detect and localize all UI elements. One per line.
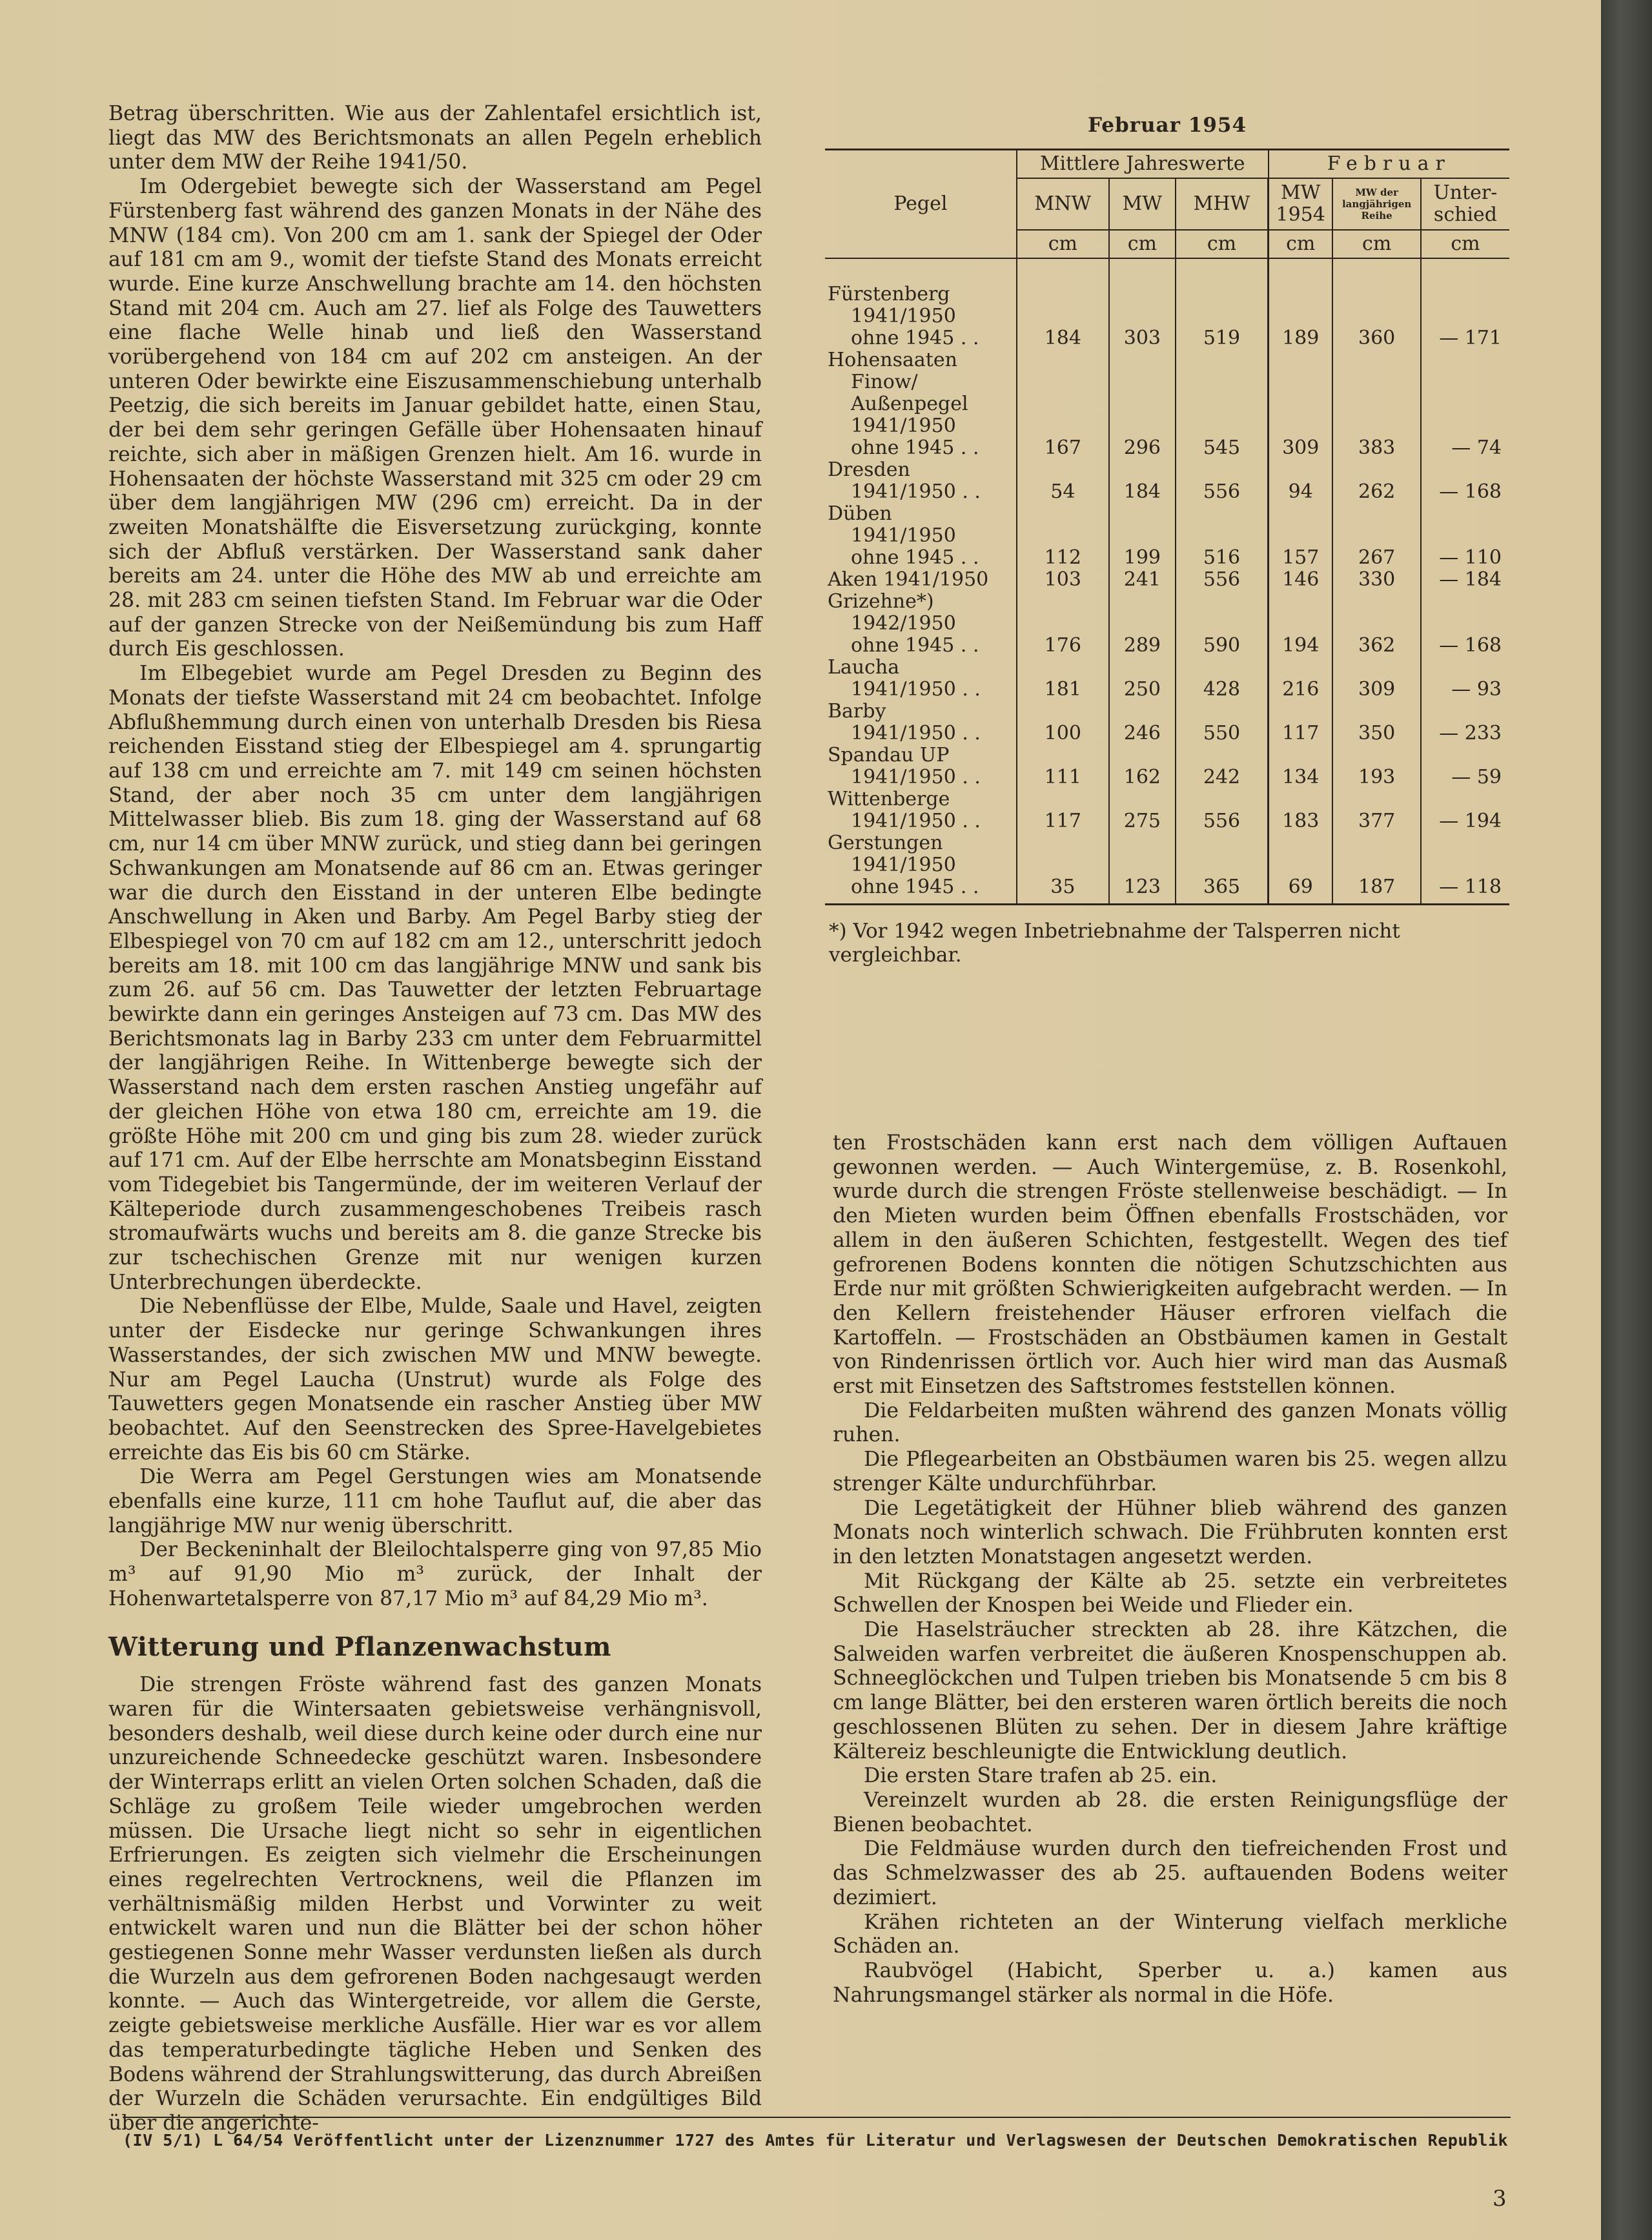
cell-mwreihe: 360 [1332,258,1421,349]
cell-mw: 162 [1109,745,1176,788]
cell-mw: 199 [1109,503,1176,569]
cell-mw1954: 309 [1269,349,1333,459]
cell-mwreihe: 350 [1332,701,1421,745]
cell-diff: — 59 [1421,745,1509,788]
pegel-name-line: 1941/1950 . . [851,722,981,745]
table-row [825,569,1509,591]
cell-pegel-name [825,657,1017,701]
unit-cell: cm [1332,230,1421,258]
cell-diff: — 184 [1421,569,1509,591]
cell-mhw: 556 [1176,569,1269,591]
pegel-name-line: ohne 1945 . . [851,876,979,898]
license-footer: (IV 5/1) L 64/54 Veröffentlicht unter der Lizenznummer 1727 des Amtes für Literatur und Verlagswesen der Deutschen Demokratischen Republik [123,2131,1509,2150]
pegel-name-line: Barby [828,700,886,723]
cell-mhw: 519 [1176,258,1269,349]
pegel-name-line: 1941/1950 [851,305,956,327]
cell-diff: — 74 [1421,349,1509,459]
cell-pegel-name [825,832,1017,905]
unit-cell: cm [1176,230,1269,258]
col-header-mw1954-line1: MW [1280,181,1321,204]
cell-mw: 250 [1109,657,1176,701]
table-row [825,701,1509,745]
paragraph-bienen: Vereinzelt wurden ab 28. die ersten Reinigungsflüge der Bienen beobachtet. [833,1788,1507,1836]
unit-cell: cm [1109,230,1176,258]
cell-diff: — 118 [1421,832,1509,905]
cell-mnw: 103 [1017,569,1109,591]
cell-diff: — 194 [1421,788,1509,832]
pegel-name-line: 1941/1950 . . [851,810,981,832]
cell-mwreihe: 330 [1332,569,1421,591]
table-row [825,349,1509,459]
paragraph-pflegearbeiten: Die Pflegearbeiten an Obstbäumen waren bis 25. wegen allzu strenger Kälte undurchführbar. [833,1448,1507,1495]
col-header-unterschied [1421,178,1509,230]
cell-mw1954: 69 [1269,832,1333,905]
pegel-name-line: ohne 1945 . . [851,546,979,569]
cell-mw1954: 146 [1269,569,1333,591]
table-row [825,591,1509,657]
pegel-name-line: ohne 1945 . . [851,327,979,349]
cell-mnw: 111 [1017,745,1109,788]
cell-pegel-name [825,349,1017,459]
cell-mwreihe: 383 [1332,349,1421,459]
cell-mw: 296 [1109,349,1176,459]
pegel-name-line: Dresden [828,458,910,481]
paragraph-frostschaeden: ten Frostschäden kann erst nach dem völligen Auftauen gewonnen werden. — Auch Wintergemüse, z. B. Rosenkohl, wurde durch die strengen Fröste stellenweise beschädigt. — In den Mieten wurden beim Öffnen ebenfalls Frostschäden, vor allem in den äußeren Schichten, festgestellt. Wegen des tief gefrorenen Bodens konnten die nötigen Schutzschichten aus Erde nur mit größten Schwierigkeiten aufgebracht werden. — In den Kellern freistehender Häuser erfroren vielfach die Kartoffeln. — Frostschäden an Obstbäumen kamen in Gestalt von Rindenrissen örtlich vor. Auch hier wird man das Ausmaß erst mit Einsetzen des Saftstromes feststellen können. [833,1131,1507,1399]
cell-mw: 303 [1109,258,1176,349]
cell-pegel-name [825,569,1017,591]
pegel-name-line: Wittenberge [828,788,950,810]
cell-diff: — 168 [1421,591,1509,657]
pegel-name-line: ohne 1945 . . [851,437,979,459]
cell-mhw: 516 [1176,503,1269,569]
cell-mnw: 117 [1017,788,1109,832]
paragraph-feldarbeiten: Die Feldarbeiten mußten während des ganzen Monats völlig ruhen. [833,1399,1507,1447]
cell-mnw: 100 [1017,701,1109,745]
pegel-name-line: Fürstenberg [828,283,950,305]
pegel-name-line: 1941/1950 . . [851,480,981,503]
paragraph-feldmaeuse: Die Feldmäuse wurden durch den tiefreichenden Frost und das Schmelzwasser des ab 25. auftauenden Bodens weiter dezimiert. [833,1837,1507,1909]
table-footnote: *) Vor 1942 wegen Inbetriebnahme der Talsperren nicht vergleichbar. [829,920,1400,967]
cell-mhw: 556 [1176,459,1269,503]
pegel-name-line: 1941/1950 [851,854,956,876]
paragraph-stare: Die ersten Stare trafen ab 25. ein. [864,1764,1218,1788]
cell-mwreihe: 193 [1332,745,1421,788]
table-row [825,745,1509,788]
book-binding [1601,0,1652,2240]
col-header-mw-reihe-line2: langjährigen [1341,198,1412,210]
unit-cell: cm [1421,230,1509,258]
col-header-mhw: MHW [1176,178,1269,230]
cell-mwreihe: 309 [1332,657,1421,701]
cell-mwreihe: 362 [1332,591,1421,657]
cell-diff: — 110 [1421,503,1509,569]
paragraph-raubvoegel: Raubvögel (Habicht, Sperber u. a.) kamen aus Nahrungsmangel stärker als normal in die Höfe. [833,1958,1507,2007]
cell-mhw: 428 [1176,657,1269,701]
table-body [825,258,1509,905]
cell-pegel-name [825,701,1017,745]
pegel-name-line: Grizehne*) [828,590,934,613]
cell-mnw: 54 [1017,459,1109,503]
col-header-mw1954-line2: 1954 [1276,203,1325,226]
cell-mw: 184 [1109,459,1176,503]
col-header-mnw: MNW [1017,178,1109,230]
left-column [108,102,762,2136]
pegel-name-line: 1941/1950 [851,524,956,547]
cell-pegel-name [825,258,1017,349]
col-group-februar: Februar [1269,150,1509,179]
right-column [833,1131,1507,2008]
col-header-mw-reihe-line1: MW der [1355,187,1398,198]
cell-mw1954: 216 [1269,657,1333,701]
cell-mw1954: 183 [1269,788,1333,832]
water-level-table [825,149,1509,905]
pegel-name-line: 1942/1950 [851,612,956,635]
pegel-name-line: Außenpegel [851,393,968,415]
cell-mw1954: 157 [1269,503,1333,569]
col-header-mw1954 [1269,178,1333,230]
cell-pegel-name [825,503,1017,569]
table-row [825,788,1509,832]
cell-diff: — 93 [1421,657,1509,701]
section-heading: Witterung und Pflanzenwachstum [108,1631,611,1662]
pegel-name-line: 1941/1950 . . [851,766,981,788]
cell-mw: 241 [1109,569,1176,591]
pegel-name-line: Hohensaaten [828,349,957,371]
col-header-mw-reihe-line3: Reihe [1361,210,1392,221]
col-header-unterschied-line1: Unter- [1433,181,1498,204]
unit-cell: cm [1269,230,1333,258]
pegel-name-line: Düben [828,502,892,525]
cell-mnw: 176 [1017,591,1109,657]
paragraph-nebenfluesse: Die Nebenflüsse der Elbe, Mulde, Saale und Havel, zeigten unter der Eisdecke nur geringe Schwankungen ihres Wasserstandes, der sich zwischen MW und MNW bewegte. Nur am Pegel Laucha (Unstrut) wurde als Folge des Tauwetters gegen Monatsende ein rascher Anstieg über MW beobachtet. Auf den Seenstrecken des Spree-Havelgebietes erreichte das Eis bis 60 cm Stärke. [108,1295,762,1464]
cell-mwreihe: 187 [1332,832,1421,905]
unit-cell: cm [1017,230,1109,258]
footer-rule [123,2117,1511,2118]
cell-mw1954: 134 [1269,745,1333,788]
paragraph-froeste: Die strengen Fröste während fast des ganzen Monats waren für die Wintersaaten gebietsweise verhängnisvoll, besonders deshalb, weil diese durch keine oder durch eine nur unzureichende Schneedecke geschützt waren. Insbesondere der Winterraps erlitt an vielen Orten solchen Schaden, daß die Schläge zu großem Teile wieder umgebrochen werden müssen. Die Ursache liegt nicht so sehr in eigentlichen Erfrierungen. Es zeigten sich vielmehr die Erscheinungen eines regelrechten Vertrocknens, weil die Pflanzen im verhältnismäßig milden Herbst und Vorwinter zu weit entwickelt waren und nun die Blätter bei der schon höher gestiegenen Sonne mehr Wasser verdunsten ließen als durch die Wurzeln aus dem gefrorenen Boden nachgesaugt werden konnte. — Auch das Wintergetreide, vor allem die Gerste, zeigte gebietsweise merkliche Ausfälle. Hier war es vor allem das temperaturbedingte tägliche Heben und Senken des Bodens während der Strahlungswitterung, das durch Abreißen der Wurzeln die Schäden verursachte. Ein endgültiges Bild über die angerichte- [108,1673,762,2135]
pegel-name-line: Laucha [828,656,900,679]
cell-mnw: 181 [1017,657,1109,701]
paragraph-knospen: Mit Rückgang der Kälte ab 25. setzte ein verbreitetes Schwellen der Knospen bei Weide und Flieder ein. [833,1569,1507,1618]
cell-pegel-name [825,788,1017,832]
table-row [825,657,1509,701]
cell-diff: — 168 [1421,459,1509,503]
paragraph-elbegebiet: Im Elbegebiet wurde am Pegel Dresden zu Beginn des Monats der tiefste Wasserstand mit 24 cm beobachtet. Infolge Abflußhemmung durch einen von unterhalb Dresden bis Riesa reichenden Eisstand stieg der Elbespiegel am 4. sprungartig auf 138 cm und erreichte am 7. mit 149 cm seinen höchsten Stand, der aber noch 35 cm unter dem langjährigen Mittelwasser blieb. Bis zum 18. ging der Wasserstand auf 68 cm, nur 14 cm über MNW zurück, und stieg dann bei geringen Schwankungen am Monatsende auf 86 cm an. Etwas geringer war die durch den Eisstand in der unteren Elbe bedingte Anschwellung in Aken und Barby. Am Pegel Barby stieg der Elbespiegel von 70 cm auf 182 cm am 12., unterschritt jedoch bereits am 18. mit 100 cm das langjährige MNW und sank bis zum 26. auf 56 cm. Das Tauwetter der letzten Februartage bewirkte dann ein geringes Ansteigen auf 73 cm. Das MW des Berichtsmonats lag in Barby 233 cm unter dem Februarmittel der langjährigen Reihe. In Wittenberge bewegte sich der Wasserstand nach dem ersten raschen Anstieg ungefähr auf der gleichen Höhe von etwa 180 cm, erreichte am 19. die größte Höhe mit 200 cm und ging bis zum 28. wieder zurück auf 171 cm. Auf der Elbe herrschte am Monatsbeginn Eisstand vom Tidegebiet bis Tangermünde, der im weiteren Verlauf der Kälteperiode durch zusammengeschobenes Treibeis rasch stromaufwärts wuchs und bereits am 8. die ganze Strecke bis zur tschechischen Grenze mit nur wenigen kurzen Unterbrechungen überdeckte. [108,662,762,1294]
cell-mnw: 167 [1017,349,1109,459]
paragraph-werra: Die Werra am Pegel Gerstungen wies am Monatsende ebenfalls eine kurze, 111 cm hohe Tauflut auf, die aber das langjährige MW nur wenig überschritt. [108,1465,762,1537]
paragraph-legetaetigkeit: Die Legetätigkeit der Hühner blieb während des ganzen Monats noch winterlich schwach. Die Frühbruten konnten erst in den letzten Monatstagen angesetzt werden. [833,1496,1507,1568]
paragraph-haselstraeucher: Die Haselsträucher streckten ab 28. ihre Kätzchen, die Salweiden warfen verbreitet die äußeren Knospenschuppen ab. Schneeglöckchen und Tulpen trieben bis Monatsende 5 cm bis 8 cm lange Blätter, bei den ersteren waren örtlich bereits die noch geschlossenen Blüten zu sehen. Der in diesem Jahre kräftige Kältereiz beschleunigte die Entwicklung deutlich. [833,1618,1507,1763]
cell-mw1954: 94 [1269,459,1333,503]
cell-mhw: 590 [1176,591,1269,657]
table-row [825,503,1509,569]
cell-mhw: 550 [1176,701,1269,745]
cell-pegel-name [825,745,1017,788]
cell-mwreihe: 377 [1332,788,1421,832]
pegel-name-line: Aken 1941/1950 [828,568,989,591]
col-header-pegel: Pegel [825,150,1017,259]
cell-diff: — 171 [1421,258,1509,349]
water-level-table-block [825,114,1509,967]
table-row [825,459,1509,503]
cell-mw: 275 [1109,788,1176,832]
cell-mnw: 35 [1017,832,1109,905]
cell-mwreihe: 267 [1332,503,1421,569]
paragraph-talsperren: Der Beckeninhalt der Bleilochtalsperre ging von 97,85 Mio m³ auf 91,90 Mio m³ zurück, der Inhalt der Hohenwartetalsperre von 87,17 Mio m³ auf 84,29 Mio m³. [108,1538,762,1610]
cell-pegel-name [825,591,1017,657]
col-header-mw: MW [1109,178,1176,230]
paragraph: Betrag überschritten. Wie aus der Zahlentafel ersichtlich ist, liegt das MW des Berichtsmonats an allen Pegeln erheblich unter dem MW der Reihe 1941/50. [108,102,762,174]
cell-mhw: 556 [1176,788,1269,832]
cell-mw1954: 117 [1269,701,1333,745]
pegel-name-line: 1941/1950 [851,415,956,437]
paragraph-odergebiet: Im Odergebiet bewegte sich der Wasserstand am Pegel Fürstenberg fast während des ganzen Monats in der Nähe des MNW (184 cm). Von 200 cm am 1. sank der Spiegel der Oder auf 181 cm am 9., womit der tiefste Stand des Monats erreicht wurde. Eine kurze Anschwellung brachte am 14. den höchsten Stand mit 204 cm. Auch am 27. lief als Folge des Tauwetters eine flache Welle hinab und ließ den Wasserstand vorübergehend von 184 cm auf 202 cm ansteigen. An der unteren Oder bewirkte eine Eiszusammenschiebung unterhalb Peetzig, die sich bereits im Januar gebildet hatte, einen Stau, der bei dem sehr geringen Gefälle über Hohensaaten hinauf reichte, sich aber in mäßigen Grenzen hielt. Am 16. wurde in Hohensaaten der höchste Wasserstand mit 325 cm oder 29 cm über dem langjährigen MW (296 cm) erreicht. Da in der zweiten Monatshälfte die Eisversetzung zurückging, konnte sich der Abfluß verstärken. Der Wasserstand sank daher bereits am 24. unter die Höhe des MW ab und erreichte am 28. mit 283 cm seinen tiefsten Stand. Im Februar war die Oder auf der ganzen Strecke von der Neißemündung bis zum Haff durch Eis geschlossen. [108,175,762,661]
cell-mhw: 242 [1176,745,1269,788]
cell-mw: 246 [1109,701,1176,745]
col-header-mw-reihe [1332,178,1421,230]
cell-mw: 123 [1109,832,1176,905]
table-row [825,258,1509,349]
col-group-jahreswerte: Mittlere Jahreswerte [1017,150,1269,179]
page-number: 3 [1493,2186,1507,2212]
cell-mw1954: 189 [1269,258,1333,349]
cell-mhw: 365 [1176,832,1269,905]
col-header-unterschied-line2: schied [1433,203,1497,226]
cell-pegel-name [825,459,1017,503]
table-title: Februar 1954 [1087,114,1247,137]
cell-mnw: 184 [1017,258,1109,349]
pegel-name-line: 1941/1950 . . [851,678,981,701]
cell-mw: 289 [1109,591,1176,657]
cell-mnw: 112 [1017,503,1109,569]
table-row [825,832,1509,905]
cell-mw1954: 194 [1269,591,1333,657]
cell-diff: — 233 [1421,701,1509,745]
cell-mhw: 545 [1176,349,1269,459]
pegel-name-line: Finow/ [851,371,918,393]
cell-mwreihe: 262 [1332,459,1421,503]
pegel-name-line: Spandau UP [828,744,950,766]
pegel-name-line: Gerstungen [828,832,943,854]
paragraph-kraehen: Krähen richteten an der Winterung vielfach merkliche Schäden an. [833,1910,1507,1958]
pegel-name-line: ohne 1945 . . [851,634,979,657]
